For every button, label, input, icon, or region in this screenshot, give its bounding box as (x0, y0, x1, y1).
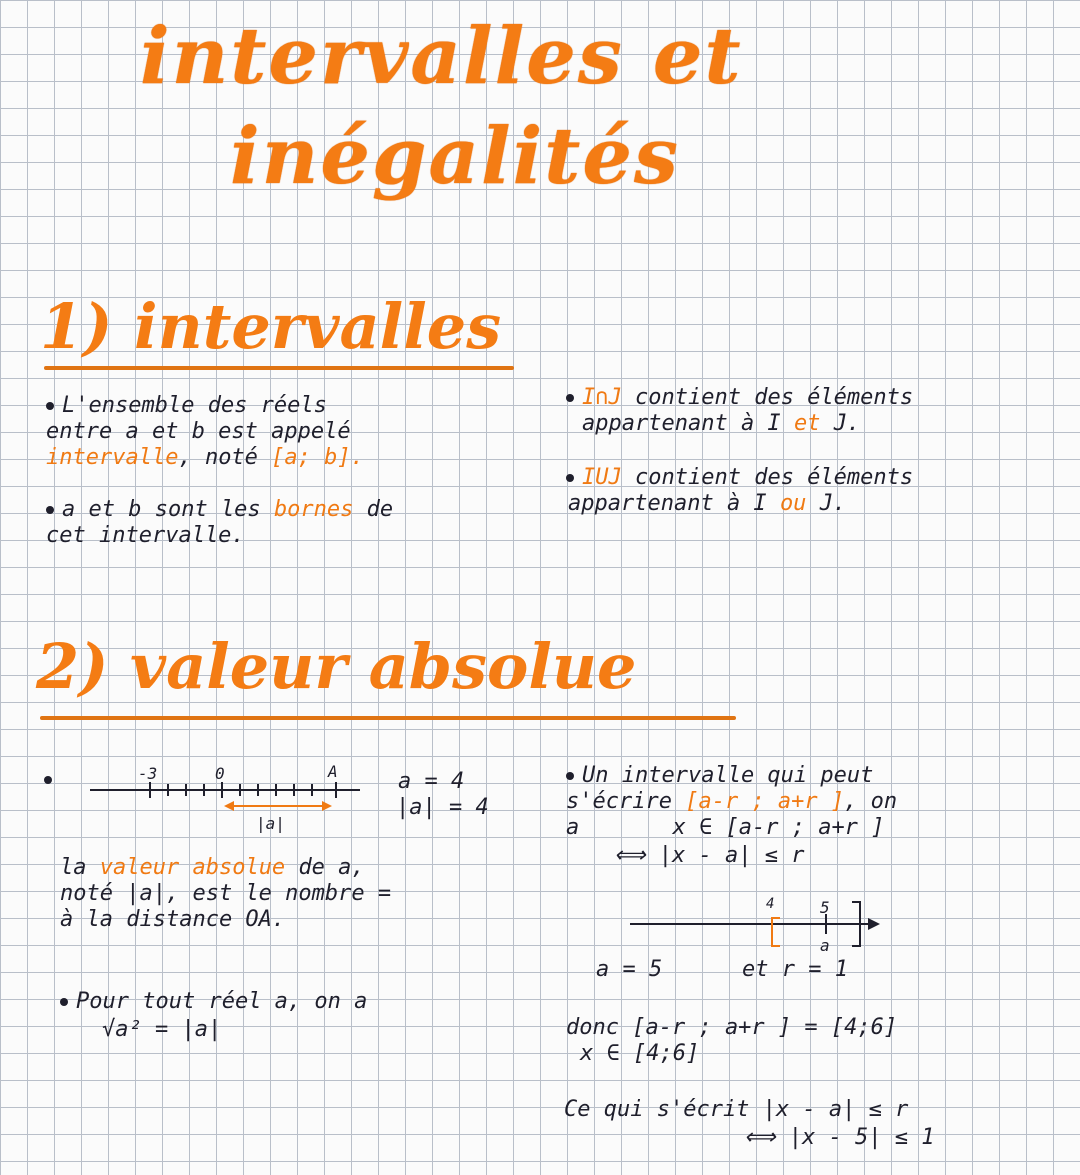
abs-arrow-head-left (224, 801, 234, 811)
union-line-1: IUJ contient des éléments (566, 466, 913, 490)
ce-qui-line-2: ⟺ |x - 5| ≤ 1 (744, 1125, 935, 1150)
axis-label-a: a (820, 936, 830, 955)
donc-line-2: x ∈ [4;6] (580, 1041, 700, 1066)
intersection-line-2: appartenant à I et J. (582, 411, 861, 436)
bullet-dot (46, 506, 54, 514)
bullet-dot (60, 998, 68, 1006)
r-equals-1: et r = 1 (742, 957, 848, 982)
interval-form-line-1: Un intervalle qui peut (566, 764, 873, 788)
bullet-dot (566, 474, 574, 482)
bullet-dot (46, 402, 54, 410)
sqrt-identity: √a² = |a| (102, 1017, 222, 1042)
union-line-2: appartenant à I ou J. (568, 491, 847, 516)
interval-definition-line-2: entre a et b est appelé (46, 419, 351, 444)
axis-label-minus3: -3 (138, 764, 158, 783)
section1-heading-underline (44, 366, 514, 370)
intersection-line-1: I∩J contient des éléments (566, 386, 913, 410)
left-bracket (772, 918, 780, 946)
abs-definition-line-2: noté |a|, est le nombre = (60, 881, 392, 906)
axis-label-A: A (328, 762, 338, 781)
interval-form-line-4: ⟺ |x - a| ≤ r (614, 843, 805, 868)
abs-value-label: |a| (256, 814, 285, 833)
bullet-dot (566, 394, 574, 402)
equation-a: a = 4 (398, 769, 465, 794)
abs-definition-line-3: à la distance OA. (60, 907, 286, 932)
interval-definition-line-1: L'ensemble des réels (46, 394, 327, 418)
axis-label-zero: 0 (215, 764, 225, 783)
bornes-line-1: a et b sont les bornes de (46, 498, 393, 522)
section2-heading-underline (40, 716, 736, 720)
bornes-line-2: cet intervalle. (46, 523, 245, 548)
equation-abs-a: |a| = 4 (396, 795, 489, 820)
ce-qui-line-1: Ce qui s'écrit |x - a| ≤ r (564, 1097, 909, 1122)
pour-tout-line-1: Pour tout réel a, on a (60, 990, 367, 1014)
abs-arrow-head-right (322, 801, 332, 811)
title-line-2: inégalités (230, 111, 680, 202)
interval-form-line-3: a x ∈ [a-r ; a+r ] (566, 815, 885, 840)
axis-label-5: 5 (820, 898, 830, 917)
interval-definition-line-3: intervalle, noté [a; b]. (46, 445, 364, 470)
bullet-dot (566, 772, 574, 780)
a-equals-5: a = 5 (596, 957, 663, 982)
bullet-dot (44, 776, 52, 784)
axis-arrow-head (868, 918, 880, 930)
example-number-line (630, 888, 890, 952)
title-line-1: intervalles et (140, 11, 743, 102)
section1-heading: 1) intervalles (40, 290, 502, 363)
abs-definition-line-1: la valeur absolue de a, (60, 855, 365, 880)
axis-label-4: 4 (766, 896, 775, 912)
donc-line-1: donc [a-r ; a+r ] = [4;6] (566, 1015, 898, 1040)
section2-heading: 2) valeur absolue (36, 630, 637, 703)
interval-form-line-2: s'écrire [a-r ; a+r ], on (566, 789, 898, 814)
